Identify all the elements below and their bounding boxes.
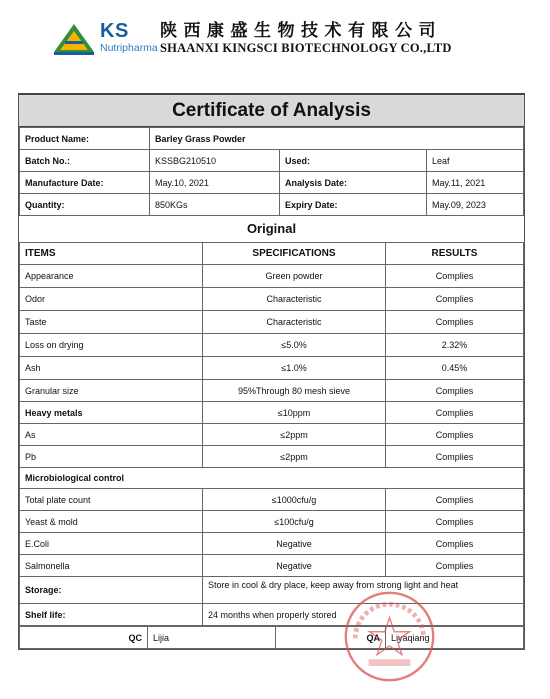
table-row xyxy=(20,334,524,357)
product-name-value: Barley Grass Powder xyxy=(150,128,524,150)
item-cell: Salmonella xyxy=(20,555,203,577)
certificate-document xyxy=(18,93,525,650)
spec-cell: ≤2ppm xyxy=(203,424,386,446)
spec-cell: ≤1.0% xyxy=(203,357,386,380)
table-row xyxy=(20,555,524,577)
result-cell: Complies xyxy=(386,265,524,288)
result-cell: Complies xyxy=(386,380,524,402)
analysis-date-value: May.11, 2021 xyxy=(427,172,524,194)
spec-cell: Negative xyxy=(203,533,386,555)
item-cell: Appearance xyxy=(20,265,203,288)
signature-table xyxy=(19,626,524,649)
company-name-chinese: 陕西康盛生物技术有限公司 xyxy=(160,21,442,41)
result-cell: Complies xyxy=(386,424,524,446)
result-cell: Complies xyxy=(386,446,524,468)
spec-cell: ≤1000cfu/g xyxy=(203,489,386,511)
product-info-table xyxy=(19,127,524,216)
spec-cell: ≤5.0% xyxy=(203,334,386,357)
result-cell: Complies xyxy=(386,533,524,555)
spec-cell: ≤2ppm xyxy=(203,446,386,468)
item-cell: Total plate count xyxy=(20,489,203,511)
analysis-date-label: Analysis Date: xyxy=(280,172,427,194)
table-row xyxy=(20,194,524,216)
table-row xyxy=(20,311,524,334)
item-cell: Pb xyxy=(20,446,203,468)
table-row xyxy=(20,402,524,424)
spec-cell: 95%Through 80 mesh sieve xyxy=(203,380,386,402)
result-cell: 0.45% xyxy=(386,357,524,380)
batch-label: Batch No.: xyxy=(20,150,150,172)
table-row xyxy=(20,357,524,380)
table-header-row xyxy=(20,243,524,265)
used-label: Used: xyxy=(280,150,427,172)
result-cell: 2.32% xyxy=(386,334,524,357)
spec-cell: ≤10ppm xyxy=(203,402,386,424)
item-cell: Yeast & mold xyxy=(20,511,203,533)
logo-subtext: Nutripharma xyxy=(100,42,158,54)
item-cell: Granular size xyxy=(20,380,203,402)
table-row xyxy=(20,577,524,604)
item-cell: Odor xyxy=(20,288,203,311)
table-row xyxy=(20,128,524,150)
document-title: Certificate of Analysis xyxy=(19,95,524,127)
table-row xyxy=(20,288,524,311)
manufacture-date-value: May.10, 2021 xyxy=(150,172,280,194)
storage-value: Store in cool & dry place, keep away from strong light and heat xyxy=(203,577,524,604)
used-value: Leaf xyxy=(427,150,524,172)
table-row xyxy=(20,446,524,468)
table-row xyxy=(20,265,524,288)
result-cell: Complies xyxy=(386,288,524,311)
column-header-results: RESULTS xyxy=(386,243,524,265)
item-cell: E.Coli xyxy=(20,533,203,555)
shelf-life-value: 24 months when properly stored xyxy=(203,604,524,626)
result-cell: Complies xyxy=(386,489,524,511)
spec-cell: Negative xyxy=(203,555,386,577)
spec-cell: Green powder xyxy=(203,265,386,288)
table-row xyxy=(20,511,524,533)
table-row xyxy=(20,533,524,555)
column-header-specifications: SPECIFICATIONS xyxy=(203,243,386,265)
spec-cell: Characteristic xyxy=(203,311,386,334)
product-name-label: Product Name: xyxy=(20,128,150,150)
logo-text: KS xyxy=(100,20,129,42)
column-header-items: ITEMS xyxy=(20,243,203,265)
table-row xyxy=(20,424,524,446)
analysis-table xyxy=(19,242,524,626)
microbiological-heading: Microbiological control xyxy=(20,468,524,489)
table-row xyxy=(20,604,524,626)
qc-value: Lijia xyxy=(148,627,276,649)
expiry-date-label: Expiry Date: xyxy=(280,194,427,216)
original-heading: Original xyxy=(246,221,297,236)
qa-label: QA xyxy=(276,627,386,649)
company-logo-icon xyxy=(50,22,98,56)
shelf-life-label: Shelf life: xyxy=(20,604,203,626)
item-cell: As xyxy=(20,424,203,446)
item-cell: Loss on drying xyxy=(20,334,203,357)
quantity-label: Quantity: xyxy=(20,194,150,216)
spec-cell: Characteristic xyxy=(203,288,386,311)
result-cell: Complies xyxy=(386,311,524,334)
section-row xyxy=(20,468,524,489)
company-name-english: SHAANXI KINGSCI BIOTECHNOLOGY CO.,LTD xyxy=(160,41,452,55)
storage-label: Storage: xyxy=(20,577,203,604)
qa-value: Liyaqiang xyxy=(386,627,524,649)
expiry-date-value: May.09, 2023 xyxy=(427,194,524,216)
item-cell: Taste xyxy=(20,311,203,334)
manufacture-date-label: Manufacture Date: xyxy=(20,172,150,194)
batch-value: KSSBG210510 xyxy=(150,150,280,172)
spec-cell: ≤100cfu/g xyxy=(203,511,386,533)
table-row xyxy=(20,627,524,649)
result-cell: Complies xyxy=(386,555,524,577)
table-row xyxy=(20,150,524,172)
table-row xyxy=(20,380,524,402)
table-row xyxy=(20,489,524,511)
table-row xyxy=(20,172,524,194)
quantity-value: 850KGs xyxy=(150,194,280,216)
item-cell: Ash xyxy=(20,357,203,380)
result-cell: Complies xyxy=(386,402,524,424)
item-cell: Heavy metals xyxy=(20,402,203,424)
letterhead xyxy=(0,0,550,80)
result-cell: Complies xyxy=(386,511,524,533)
qc-label: QC xyxy=(20,627,148,649)
